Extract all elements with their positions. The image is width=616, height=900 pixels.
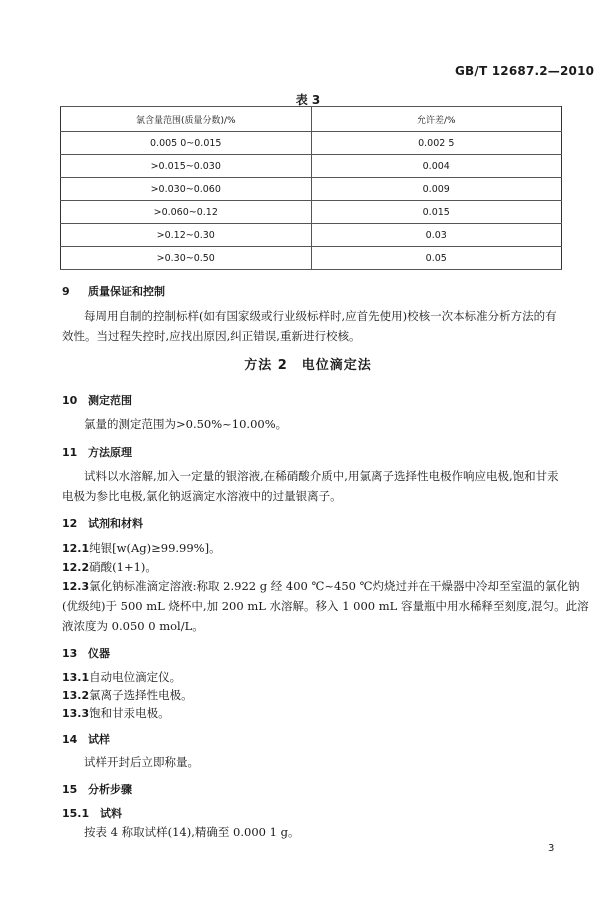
section-15-heading xyxy=(62,781,132,797)
range-cell: >0.060~0.12 xyxy=(61,201,312,224)
item-12-3-line-2: (优级纯)于 500 mL 烧杯中,加 200 mL 水溶解。移入 1 000 mL 容量瓶中用水稀释至刻度,混匀。此溶 xyxy=(62,599,589,613)
section-number: 14 xyxy=(62,733,78,746)
item-number: 13.2 xyxy=(62,689,90,702)
section-title: 分析步骤 xyxy=(88,783,132,796)
section-number: 9 xyxy=(62,285,70,298)
range-cell: >0.30~0.50 xyxy=(61,247,312,270)
tolerance-cell: 0.03 xyxy=(311,224,562,247)
table-row xyxy=(61,132,562,155)
tolerance-table xyxy=(60,106,562,270)
tolerance-cell: 0.05 xyxy=(311,247,562,270)
section-11-line-1: 试料以水溶解,加入一定量的银溶液,在稀硝酸介质中,用氯离子选择性电极作响应电极,饱和甘汞 xyxy=(84,469,559,483)
table-header-row xyxy=(61,107,562,132)
item-text: 自动电位滴定仪。 xyxy=(89,670,182,684)
section-number: 12 xyxy=(62,517,78,530)
item-text: 纯银[w(Ag)≥99.99%]。 xyxy=(89,541,221,555)
standard-number: GB/T 12687.2—2010 xyxy=(455,64,595,78)
item-text: 饱和甘汞电极。 xyxy=(89,706,170,720)
item-12-2 xyxy=(62,557,157,578)
section-title: 测定范围 xyxy=(88,394,132,407)
section-title: 质量保证和控制 xyxy=(88,285,165,298)
section-9-heading xyxy=(62,283,165,299)
item-number: 13.3 xyxy=(62,707,90,720)
range-cell: 0.005 0~0.015 xyxy=(61,132,312,155)
range-cell: >0.030~0.060 xyxy=(61,178,312,201)
section-10-text: 氯量的测定范围为>0.50%~10.00%。 xyxy=(84,417,288,431)
item-number: 12.3 xyxy=(62,580,90,593)
column-header-tolerance: 允许差/% xyxy=(311,107,562,132)
table-row xyxy=(61,201,562,224)
section-title: 试剂和材料 xyxy=(88,517,143,530)
item-title: 试料 xyxy=(100,807,122,820)
item-text: 氯化钠标准滴定溶液:称取 2.922 g 经 400 ℃~450 ℃灼烧过并在干燥器中冷却至室温的氯化钠 xyxy=(89,579,580,593)
table-row xyxy=(61,224,562,247)
range-cell: >0.12~0.30 xyxy=(61,224,312,247)
section-number: 11 xyxy=(62,446,78,459)
item-number: 15.1 xyxy=(62,807,90,820)
column-header-range: 氯含量范围(质量分数)/% xyxy=(61,107,312,132)
page-number: 3 xyxy=(548,843,555,854)
item-number: 12.2 xyxy=(62,561,90,574)
section-number: 13 xyxy=(62,647,78,660)
tolerance-cell: 0.015 xyxy=(311,201,562,224)
section-15-1-text: 按表 4 称取试样(14),精确至 0.000 1 g。 xyxy=(84,825,300,839)
table-row xyxy=(61,155,562,178)
range-cell: >0.015~0.030 xyxy=(61,155,312,178)
section-14-heading xyxy=(62,731,110,747)
tolerance-cell: 0.004 xyxy=(311,155,562,178)
section-10-heading xyxy=(62,392,132,408)
section-11-line-2: 电极为参比电极,氯化钠返滴定水溶液中的过量银离子。 xyxy=(62,489,342,503)
item-13-3 xyxy=(62,703,170,724)
tolerance-cell: 0.002 5 xyxy=(311,132,562,155)
section-title: 仪器 xyxy=(88,647,110,660)
section-number: 10 xyxy=(62,394,78,407)
section-9-line-1: 每周用自制的控制标样(如有国家级或行业级标样时,应首先使用)校核一次本标准分析方法的有 xyxy=(84,309,557,323)
item-number: 12.1 xyxy=(62,542,90,555)
section-title: 方法原理 xyxy=(88,446,132,459)
table-caption: 表 3 xyxy=(295,93,321,107)
table-row xyxy=(61,178,562,201)
section-11-heading xyxy=(62,444,132,460)
section-14-text: 试样开封后立即称量。 xyxy=(84,755,199,769)
tolerance-cell: 0.009 xyxy=(311,178,562,201)
item-12-3 xyxy=(62,576,580,597)
section-13-heading xyxy=(62,645,110,661)
section-12-heading xyxy=(62,515,143,531)
method-title: 方法 2 电位滴定法 xyxy=(244,358,372,373)
item-12-1 xyxy=(62,538,221,559)
section-number: 15 xyxy=(62,783,78,796)
section-9-line-2: 效性。当过程失控时,应找出原因,纠正错误,重新进行校核。 xyxy=(62,329,361,343)
table-row xyxy=(61,247,562,270)
item-15-1-heading xyxy=(62,805,122,821)
item-text: 硝酸(1+1)。 xyxy=(89,560,157,574)
item-number: 13.1 xyxy=(62,671,90,684)
section-title: 试样 xyxy=(88,733,110,746)
item-12-3-line-3: 液浓度为 0.050 0 mol/L。 xyxy=(62,619,204,633)
item-text: 氯离子选择性电极。 xyxy=(89,688,193,702)
